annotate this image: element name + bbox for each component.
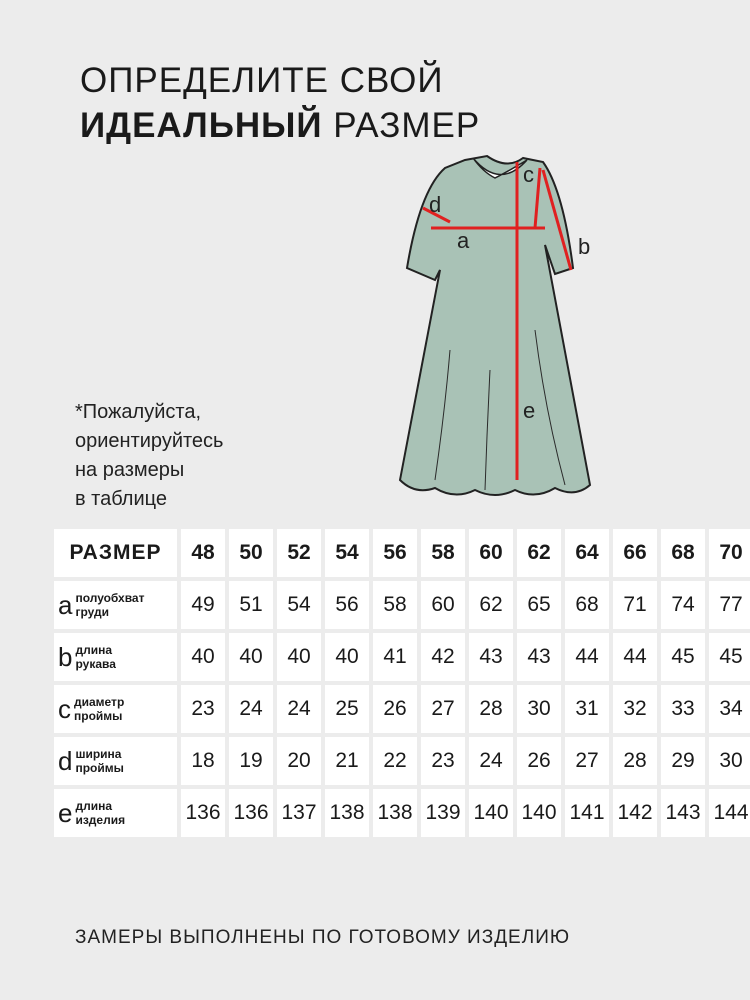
size-header-cell: 56 xyxy=(373,529,417,577)
table-cell: 29 xyxy=(661,737,705,785)
row-description-line-1: длина xyxy=(75,799,113,813)
row-description-line-1: диаметр xyxy=(74,695,125,709)
table-cell: 56 xyxy=(325,581,369,629)
table-cell: 21 xyxy=(325,737,369,785)
row-letter: c xyxy=(58,694,71,724)
size-header-cell: 54 xyxy=(325,529,369,577)
row-letter: d xyxy=(58,746,73,776)
table-cell: 26 xyxy=(373,685,417,733)
table-cell: 65 xyxy=(517,581,561,629)
row-description-line-1: полуобхват xyxy=(75,591,145,605)
row-description xyxy=(75,591,170,619)
title-rest-word: РАЗМЕР xyxy=(333,106,481,145)
table-cell: 43 xyxy=(469,633,513,681)
size-header-cell: 60 xyxy=(469,529,513,577)
row-label-e xyxy=(54,789,177,837)
diagram-label-c: c xyxy=(523,162,534,187)
table-cell: 144 xyxy=(709,789,750,837)
row-description xyxy=(75,799,170,827)
table-cell: 22 xyxy=(373,737,417,785)
row-label-b xyxy=(54,633,177,681)
table-cell: 23 xyxy=(181,685,225,733)
note-line-3: на размеры xyxy=(75,459,185,481)
row-description-line-2: проймы xyxy=(74,709,123,723)
size-header-cell: 58 xyxy=(421,529,465,577)
table-cell: 142 xyxy=(613,789,657,837)
table-cell: 51 xyxy=(229,581,273,629)
table-cell: 24 xyxy=(229,685,273,733)
table-cell: 27 xyxy=(565,737,609,785)
table-cell: 27 xyxy=(421,685,465,733)
row-letter: b xyxy=(58,642,73,672)
table-cell: 30 xyxy=(517,685,561,733)
table-cell: 42 xyxy=(421,633,465,681)
table-cell: 54 xyxy=(277,581,321,629)
table-cell: 77 xyxy=(709,581,750,629)
row-label-a xyxy=(54,581,177,629)
note-line-1: *Пожалуйста, xyxy=(75,401,202,423)
size-header-cell: 66 xyxy=(613,529,657,577)
table-cell: 140 xyxy=(469,789,513,837)
table-cell: 44 xyxy=(565,633,609,681)
table-cell: 26 xyxy=(517,737,561,785)
title-line-2 xyxy=(80,103,480,148)
table-cell: 24 xyxy=(277,685,321,733)
table-cell: 45 xyxy=(661,633,705,681)
table-cell: 33 xyxy=(661,685,705,733)
diagram-label-d: d xyxy=(429,192,442,217)
row-letter: e xyxy=(58,798,73,828)
dress-diagram xyxy=(395,150,605,500)
table-cell: 45 xyxy=(709,633,750,681)
size-header-cell: 50 xyxy=(229,529,273,577)
table-cell: 136 xyxy=(181,789,225,837)
row-description xyxy=(74,695,169,723)
row-description-line-2: изделия xyxy=(75,813,126,827)
table-cell: 41 xyxy=(373,633,417,681)
table-cell: 43 xyxy=(517,633,561,681)
table-cell: 62 xyxy=(469,581,513,629)
size-header-cell: 62 xyxy=(517,529,561,577)
diagram-label-a: a xyxy=(457,228,470,253)
table-cell: 28 xyxy=(469,685,513,733)
table-cell: 138 xyxy=(325,789,369,837)
row-description-line-2: груди xyxy=(75,605,110,619)
table-cell: 20 xyxy=(277,737,321,785)
size-header-cell: 70 xyxy=(709,529,750,577)
table-cell: 18 xyxy=(181,737,225,785)
table-cell: 68 xyxy=(565,581,609,629)
row-letter: a xyxy=(58,590,73,620)
table-cell: 60 xyxy=(421,581,465,629)
table-cell: 30 xyxy=(709,737,750,785)
table-cell: 40 xyxy=(277,633,321,681)
table-cell: 19 xyxy=(229,737,273,785)
table-cell: 32 xyxy=(613,685,657,733)
table-cell: 141 xyxy=(565,789,609,837)
table-cell: 28 xyxy=(613,737,657,785)
table-cell: 140 xyxy=(517,789,561,837)
table-cell: 24 xyxy=(469,737,513,785)
row-description xyxy=(75,747,170,775)
row-label-d xyxy=(54,737,177,785)
size-header-label: РАЗМЕР xyxy=(54,529,177,577)
size-table xyxy=(54,529,750,837)
table-cell: 71 xyxy=(613,581,657,629)
size-header-cell: 68 xyxy=(661,529,705,577)
row-description-line-1: длина xyxy=(75,643,113,657)
table-cell: 40 xyxy=(181,633,225,681)
diagram-label-e: e xyxy=(523,398,536,423)
diagram-label-b: b xyxy=(578,234,591,259)
row-description xyxy=(75,643,170,671)
title-line-1: ОПРЕДЕЛИТЕ СВОЙ xyxy=(80,61,444,100)
size-header-cell: 48 xyxy=(181,529,225,577)
page-title xyxy=(80,58,480,148)
table-cell: 25 xyxy=(325,685,369,733)
table-cell: 137 xyxy=(277,789,321,837)
table-cell: 143 xyxy=(661,789,705,837)
table-cell: 40 xyxy=(325,633,369,681)
table-cell: 58 xyxy=(373,581,417,629)
table-cell: 136 xyxy=(229,789,273,837)
size-header-cell: 52 xyxy=(277,529,321,577)
table-cell: 31 xyxy=(565,685,609,733)
table-cell: 138 xyxy=(373,789,417,837)
table-cell: 49 xyxy=(181,581,225,629)
table-cell: 139 xyxy=(421,789,465,837)
table-cell: 74 xyxy=(661,581,705,629)
table-cell: 34 xyxy=(709,685,750,733)
title-bold-word: ИДЕАЛЬНЫЙ xyxy=(80,106,323,145)
row-description-line-2: проймы xyxy=(75,761,124,775)
table-cell: 44 xyxy=(613,633,657,681)
row-description-line-2: рукава xyxy=(75,657,116,671)
table-cell: 40 xyxy=(229,633,273,681)
table-cell: 23 xyxy=(421,737,465,785)
note-line-2: ориентируйтесь xyxy=(75,430,224,452)
size-header-cell: 64 xyxy=(565,529,609,577)
note-line-4: в таблице xyxy=(75,488,167,510)
size-note xyxy=(75,398,223,514)
footer-note: ЗАМЕРЫ ВЫПОЛНЕНЫ ПО ГОТОВОМУ ИЗДЕЛИЮ xyxy=(75,927,571,948)
row-description-line-1: ширина xyxy=(75,747,122,761)
row-label-c xyxy=(54,685,177,733)
